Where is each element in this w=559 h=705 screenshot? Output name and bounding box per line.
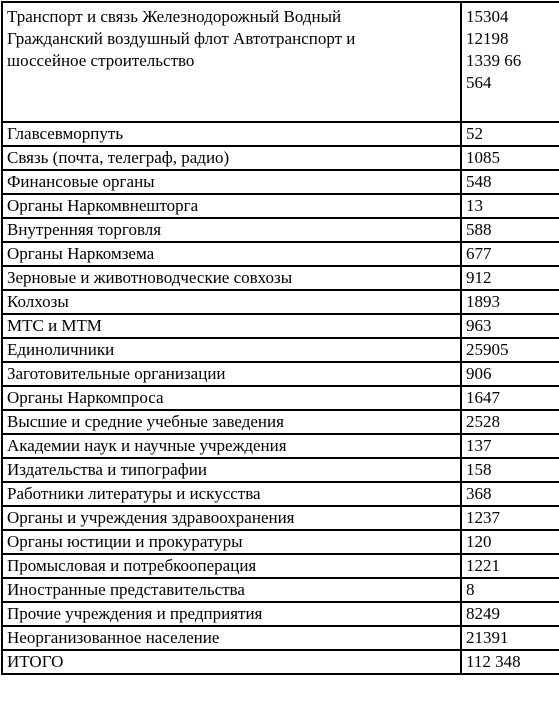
table-row	[2, 170, 559, 194]
table-row	[2, 146, 559, 170]
row-label-cell: Органы Наркомпроса	[2, 386, 461, 410]
table-row	[2, 506, 559, 530]
row-label-cell: Издательства и типографии	[2, 458, 461, 482]
table-row-transport	[2, 2, 559, 122]
table-row	[2, 410, 559, 434]
table-row	[2, 650, 559, 674]
row-label-cell: Прочие учреждения и предприятия	[2, 602, 461, 626]
row-label-cell: Органы и учреждения здравоохранения	[2, 506, 461, 530]
row-value-cell: 912	[461, 266, 559, 290]
row-label-cell: Органы Наркомзема	[2, 242, 461, 266]
row-label-cell: Органы юстиции и прокуратуры	[2, 530, 461, 554]
table-row	[2, 122, 559, 146]
row-value-cell: 906	[461, 362, 559, 386]
row-label-cell	[2, 2, 461, 122]
table-row	[2, 218, 559, 242]
row-label-cell: Академии наук и научные учреждения	[2, 434, 461, 458]
row-label-line: шоссейное строительство	[7, 51, 195, 70]
row-value-line: 1339 66	[466, 51, 522, 70]
row-value-cell: 112 348	[461, 650, 559, 674]
table-row	[2, 386, 559, 410]
row-label-cell: Иностранные представительства	[2, 578, 461, 602]
row-label-cell: Единоличники	[2, 338, 461, 362]
row-value-cell: 13	[461, 194, 559, 218]
table-row	[2, 578, 559, 602]
row-label-cell: Промысловая и потребкооперация	[2, 554, 461, 578]
row-value-cell: 963	[461, 314, 559, 338]
row-label-cell: Финансовые органы	[2, 170, 461, 194]
table-row	[2, 434, 559, 458]
data-table	[1, 1, 559, 675]
row-value-line: 564	[466, 73, 492, 92]
row-value-cell: 21391	[461, 626, 559, 650]
row-value-cell: 1221	[461, 554, 559, 578]
row-value-cell: 1893	[461, 290, 559, 314]
row-label-cell: Внутренняя торговля	[2, 218, 461, 242]
row-label-cell: Высшие и средние учебные заведения	[2, 410, 461, 434]
row-label-cell: Неорганизованное население	[2, 626, 461, 650]
row-value-cell: 52	[461, 122, 559, 146]
row-value-cell: 548	[461, 170, 559, 194]
row-label-line: Транспорт и связь Железнодорожный Водный	[7, 7, 342, 26]
row-value-cell: 8249	[461, 602, 559, 626]
table-row	[2, 458, 559, 482]
row-value-cell: 120	[461, 530, 559, 554]
row-value-cell: 137	[461, 434, 559, 458]
row-label-cell: Колхозы	[2, 290, 461, 314]
row-value-cell: 1085	[461, 146, 559, 170]
row-value-line: 12198	[466, 29, 509, 48]
table-row	[2, 338, 559, 362]
row-label-cell: Органы Наркомвнешторга	[2, 194, 461, 218]
table-row	[2, 626, 559, 650]
table-row	[2, 530, 559, 554]
row-label-cell: Связь (почта, телеграф, радио)	[2, 146, 461, 170]
row-label-cell: ИТОГО	[2, 650, 461, 674]
table-row	[2, 554, 559, 578]
row-value-cell: 677	[461, 242, 559, 266]
table-row	[2, 194, 559, 218]
row-label-cell: МТС и МТМ	[2, 314, 461, 338]
table-body	[2, 2, 559, 674]
row-value-cell: 1237	[461, 506, 559, 530]
row-value-line: 15304	[466, 7, 509, 26]
table-row	[2, 482, 559, 506]
row-value-cell: 2528	[461, 410, 559, 434]
row-value-cell: 158	[461, 458, 559, 482]
row-label-cell: Зерновые и животноводческие совхозы	[2, 266, 461, 290]
row-label-cell: Заготовительные организации	[2, 362, 461, 386]
row-value-cell: 25905	[461, 338, 559, 362]
table-row	[2, 314, 559, 338]
table-row	[2, 602, 559, 626]
row-value-cell: 368	[461, 482, 559, 506]
table-row	[2, 266, 559, 290]
row-value-cell: 588	[461, 218, 559, 242]
row-label-cell: Главсевморпуть	[2, 122, 461, 146]
row-label-line: Гражданский воздушный флот Автотранспорт и	[7, 29, 356, 48]
row-label-cell: Работники литературы и искусства	[2, 482, 461, 506]
row-value-cell: 1647	[461, 386, 559, 410]
table-row	[2, 242, 559, 266]
row-value-cell: 8	[461, 578, 559, 602]
row-value-cell	[461, 2, 559, 122]
table-row	[2, 362, 559, 386]
table-row	[2, 290, 559, 314]
